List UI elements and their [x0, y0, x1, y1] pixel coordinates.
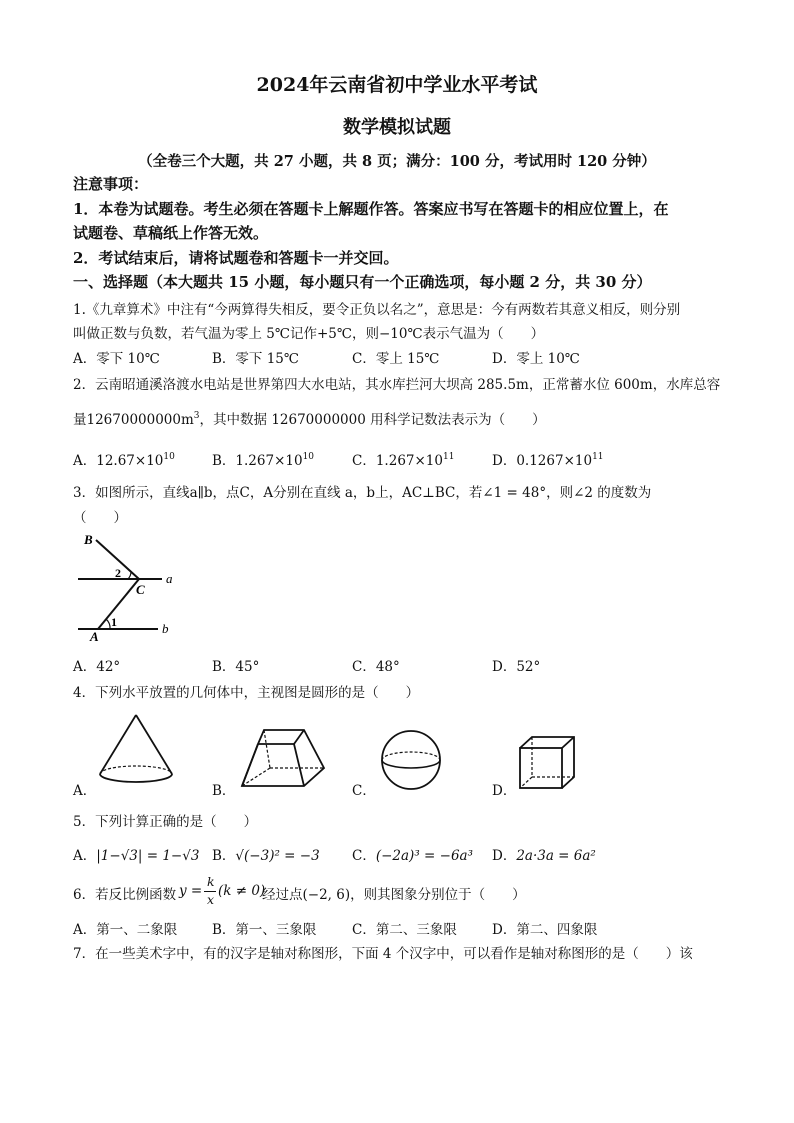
option-exp: 10: [302, 452, 315, 462]
formula-denominator: x: [207, 892, 215, 907]
q1-line2: 叫做正数与负数，若气温为零上 5℃记作+5℃，则−10℃表示气温为（ ）: [73, 326, 545, 342]
q4-option-b[interactable]: B．: [212, 783, 236, 799]
option-exp: 11: [442, 452, 455, 462]
cube-icon: [516, 734, 578, 790]
segment-ca: [98, 579, 139, 629]
sphere-icon: [378, 728, 444, 792]
q1-option-d[interactable]: D．零上 10℃: [492, 351, 580, 367]
q6-option-d[interactable]: D．第二、四象限: [492, 922, 598, 938]
angle-1-arc: [106, 619, 110, 629]
q6-option-c[interactable]: C．第二、三象限: [352, 922, 457, 938]
q3-line2: （ ）: [73, 510, 127, 526]
notice-item1-line1: 1．本卷为试题卷。考生必须在答题卡上解题作答。答案应书写在答题卡的相应位置上，在: [73, 200, 669, 218]
option-base: 1.267×10: [235, 453, 303, 469]
q5-option-d[interactable]: [492, 844, 596, 864]
q5-option-b[interactable]: [212, 844, 320, 864]
q3-line1: 3．如图所示，直线a∥b，点C，A分别在直线 a，b上，AC⊥BC，若∠1 = 48°，则∠2 的度数为: [73, 485, 652, 501]
q2-line2: [73, 408, 546, 428]
formula-condition: (k ≠ 0): [218, 883, 266, 899]
q4-option-d[interactable]: D．: [492, 783, 517, 799]
q1-line1: 1.《九章算术》中注有“今两算得失相反，要令正负以名之”，意思是：今有两数若其意义相反，则分别: [73, 302, 681, 318]
parallel-lines-figure: [70, 528, 190, 646]
q4-option-c[interactable]: C．: [352, 783, 376, 799]
q2-volume: 量12670000000m: [73, 412, 194, 428]
option-label: C．: [352, 848, 376, 864]
option-label: A．: [73, 848, 97, 864]
option-label: D．: [492, 848, 517, 864]
label-line-b: b: [162, 621, 169, 636]
q6-option-a[interactable]: A．第一、二象限: [73, 922, 178, 938]
q1-option-b[interactable]: B．零下 15℃: [212, 351, 299, 367]
q3-option-d[interactable]: D．52°: [492, 659, 541, 675]
q3-option-b[interactable]: B．45°: [212, 659, 260, 675]
formula-y: y =: [179, 883, 203, 899]
q5-option-b-expr: √(−3)² = −3: [235, 848, 320, 864]
q2-option-c[interactable]: [352, 449, 454, 469]
frustum-icon: [236, 726, 326, 790]
q6-function-formula: [179, 874, 266, 908]
notice-item2: 2．考试结束后，请将试题卷和答题卡一并交回。: [73, 249, 399, 267]
q6-suffix: 经过点(−2, 6)，则其图象分别位于（ ）: [262, 887, 526, 903]
q2-line1: 2．云南昭通溪洛渡水电站是世界第四大水电站，其水库拦河大坝高 285.5m，正常蓄水位 600m，水库总容: [73, 377, 721, 393]
option-label: C．: [352, 453, 376, 469]
exam-subtitle: 数学模拟试题: [343, 117, 451, 138]
q5-option-d-expr: 2a·3a = 6a²: [516, 848, 596, 864]
q2-option-d[interactable]: [492, 449, 604, 469]
option-label: B．: [212, 453, 236, 469]
label-line-a: a: [166, 571, 173, 586]
cone-icon: [96, 712, 176, 786]
q1-option-c[interactable]: C．零上 15℃: [352, 351, 440, 367]
q2-option-b[interactable]: [212, 449, 314, 469]
angle-2-arc: [128, 572, 131, 579]
q3-option-c[interactable]: C．48°: [352, 659, 400, 675]
option-label: B．: [212, 848, 236, 864]
q1-option-a[interactable]: A．零下 10℃: [73, 351, 160, 367]
q6-option-b[interactable]: B．第一、三象限: [212, 922, 317, 938]
label-b-point: B: [84, 532, 93, 547]
label-a-point: A: [90, 629, 99, 644]
q3-option-a[interactable]: A．42°: [73, 659, 121, 675]
q2-line2-rest: ，其中数据 12670000000 用科学记数法表示为（ ）: [199, 412, 546, 428]
notice-item1-line2: 试题卷、草稿纸上作答无效。: [73, 224, 269, 242]
q2-option-a[interactable]: [73, 449, 175, 469]
formula-numerator: k: [207, 874, 215, 889]
label-angle-1: 1: [111, 615, 117, 629]
option-base: 12.67×10: [96, 453, 164, 469]
exam-info: （全卷三个大题，共 27 小题，共 8 页；满分：100 分，考试用时 120 分钟）: [138, 153, 656, 170]
label-angle-2: 2: [115, 566, 121, 580]
q5-option-a[interactable]: [73, 844, 199, 864]
notice-heading: 注意事项：: [73, 175, 149, 193]
option-base: 1.267×10: [375, 453, 443, 469]
exam-title: 2024年云南省初中学业水平考试: [256, 74, 538, 96]
q5-option-a-expr: |1−√3| = 1−√3: [96, 848, 200, 864]
q2-volume-exp: 3: [193, 411, 200, 421]
option-base: 0.1267×10: [516, 453, 593, 469]
q7-line1: 7．在一些美术字中，有的汉字是轴对称图形，下面 4 个汉字中，可以看作是轴对称图形的是（ ）该: [73, 946, 693, 962]
q4-stem: 4．下列水平放置的几何体中，主视图是圆形的是（ ）: [73, 685, 420, 701]
label-c-point: C: [136, 582, 145, 597]
section1-heading: 一、选择题（本大题共 15 小题，每小题只有一个正确选项，每小题 2 分，共 30 分）: [73, 273, 652, 291]
option-label: D．: [492, 453, 517, 469]
option-exp: 10: [163, 452, 175, 462]
q4-option-a[interactable]: A．: [73, 783, 97, 799]
q6-prefix: 6．若反比例函数: [73, 887, 177, 903]
q5-stem: 5．下列计算正确的是（ ）: [73, 814, 258, 830]
option-exp: 11: [592, 452, 604, 462]
q5-option-c[interactable]: [352, 844, 473, 864]
option-label: A．: [73, 453, 97, 469]
q5-option-c-expr: (−2a)³ = −6a³: [375, 848, 473, 864]
